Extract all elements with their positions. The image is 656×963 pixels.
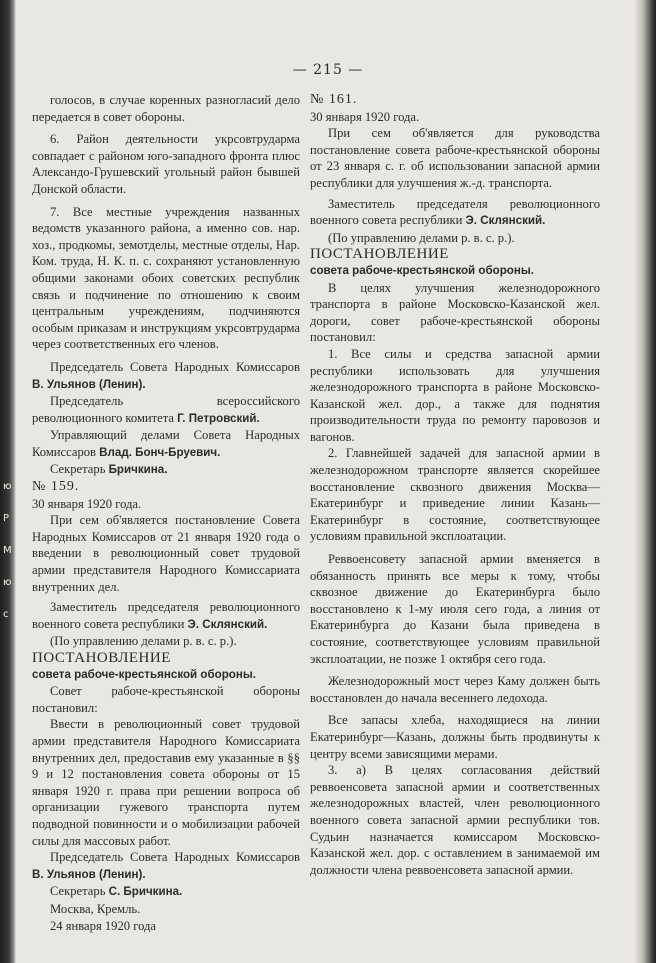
left-paragraph: 7. Все местные учреждения названных ведомств указанного района, а именно сов. нар. хоз., продкомы, земотделы, местные отделы, Нар. Ком. труда, Н. К. п. с. сохраняют установленную общими законами обоих советских республик связь и подчинение по отношению к своим центральным учреждениям, подчиняются особым приказам и инструкциям укрсовтрударма через соответственных его членов. (32, 204, 300, 352)
signature-line (32, 359, 300, 393)
resolution-paragraph: Ввести в революционный совет трудовой армии представителя Народного Комиссариата внутренних дел, предоставив ему указанные в §§ 9 и 12 постановления совета обороны от 15 января 1920 г. права при решении вопроса об организации гужевого транспорта путем подводной повинности и о мобилизации рабочей силы для массовых работ. (32, 717, 300, 848)
doc-161-date: 30 января 1920 года. (310, 109, 420, 124)
doc-159-date: 30 января 1920 года. (32, 496, 142, 511)
margin-mark: ю (3, 481, 12, 492)
doc-161-deputy (310, 196, 600, 230)
doc-161-deputy-label: Заместитель председателя революционного военного совета республики (310, 196, 600, 228)
signature-line-name: В. Ульянов (Ленин). (32, 867, 146, 881)
resolution-paragraph: 2. Главнейшей задачей для запасной армии в железнодорожном транспорте является скорейшее восстановление сквозного движения Москва—Екатеринбург и приведение линии Казань—Екатеринбург в состояние, соответствующее условиям правильной эксплоатации. (310, 446, 600, 544)
right-column (310, 92, 600, 878)
resolution-paragraph: Совет рабоче-крестьянской обороны постановил: (32, 684, 300, 715)
margin-mark: ю (3, 577, 12, 588)
left-resolution-subtitle: совета рабоче-крестьянской обороны. (32, 667, 257, 681)
left-column (32, 92, 300, 934)
left-resolution-title: ПОСТАНОВЛЕНИЕ (32, 650, 171, 666)
signature-line (32, 393, 300, 427)
margin-mark: Р (3, 513, 10, 524)
signature-line-label: Председатель Совета Народных Комиссаров (50, 850, 300, 865)
resolution-paragraph: Реввоенсовету запасной армии вменяется в обязанность принять все меры к тому, чтобы сквозное движение до Екатеринбурга было восстановлено к 1-му июля сего года, а линия от Екатеринбурга до Казани была приведена в состояние, соответствующее условиям правильной эксплоатации, не позже 1 октября сего года. (310, 552, 600, 666)
doc-161-deputy-name: Э. Склянский. (465, 214, 546, 228)
doc-159-body: При сем об'является постановление Совета Народных Комиссаров от 21 января 1920 года о введении в революционный совет трудовой армии представителя Народного Комиссариата внутренних дел. (32, 513, 300, 594)
signature-line (32, 883, 300, 901)
signature-line-name: Г. Петровский. (177, 411, 260, 425)
left-resolution-date: 24 января 1920 года (50, 918, 157, 933)
signature-line (32, 849, 300, 883)
signature-line-label: Секретарь (50, 884, 109, 899)
left-resolution-signatures (32, 849, 300, 901)
doc-159-deputy-name: Э. Склянский. (187, 617, 268, 631)
signature-line (32, 427, 300, 461)
resolution-paragraph: 1. Все силы и средства запасной армии республики использовать для улучшения железнодорожного транспорта в районе Московско-Казанской жел. дор., а также для поднятия производительности труда по ремонту паровозов и вагонов. (310, 346, 600, 444)
signature-line (32, 461, 300, 479)
right-resolution-paragraphs (310, 280, 600, 879)
right-resolution-title: ПОСТАНОВЛЕНИЕ (310, 246, 449, 263)
doc-161-ref: (По управлению делами р. в. с. р.). (328, 230, 515, 245)
doc-159-deputy-label: Заместитель председателя революционного военного совета республики (32, 600, 300, 631)
left-signatures (32, 359, 300, 479)
signature-line-name: С. Бричкина. (108, 885, 183, 899)
doc-159-number: № 159. (32, 479, 80, 495)
right-resolution-subtitle: совета рабоче-крестьянской обороны. (310, 263, 535, 277)
signature-line-name: В. Ульянов (Ленин). (32, 377, 146, 391)
left-paragraph: 6. Район деятельности укрсовтрударма совпадает с районом юго-западного фронта плюс Александо-Грушевский угольный район бывшей Донской области. (32, 132, 300, 196)
resolution-paragraph: 3. а) В целях согласования действий реввоенсовета запасной армии и соответственных железнодорожных властей, член революционного военного совета запасной армии республики тов. Судьин назначается комиссаром Московско-Казанской жел. дор. с оставлением в занимаемой им должности члена реввоенсовета запасной армии. (310, 763, 600, 877)
margin-mark: М (3, 545, 12, 556)
doc-161-number: № 161. (310, 92, 358, 107)
resolution-paragraph: Все запасы хлеба, находящиеся на линии Екатеринбург—Казань, должны быть продвинуты к центру всеми зависящими мерами. (310, 713, 600, 761)
signature-line-name: Бричкина. (108, 463, 168, 477)
signature-line-label: Председатель всероссийского революционного комитета (32, 394, 300, 425)
doc-161-body: При сем об'является для руководства постановление совета рабоче-крестьянской обороны от 23 января с. г. об использовании запасной армии республики для улучшения ж.-д. транспорта. (310, 126, 600, 190)
left-resolution-place: Москва, Кремль. (50, 901, 141, 916)
signature-line-label: Управляющий делами Совета Народных Комиссаров (32, 428, 300, 459)
signature-line-name: Влад. Бонч-Бруевич. (99, 445, 221, 459)
left-resolution-paragraphs (32, 683, 300, 849)
binding-margin-marks (3, 480, 17, 640)
signature-line-label: Секретарь (50, 462, 109, 477)
left-top-paragraphs (32, 92, 300, 353)
signature-line-label: Председатель Совета Народных Комиссаров (50, 359, 300, 374)
doc-159-deputy (32, 599, 300, 633)
margin-mark: с (3, 609, 9, 620)
left-paragraph: голосов, в случае коренных разногласий дело передается в совет обороны. (32, 93, 300, 124)
page-number: — 215 — (292, 62, 364, 78)
page-edge-right (634, 0, 656, 963)
resolution-paragraph: Железнодорожный мост через Каму должен быть восстановлен до начала весеннего ледохода. (310, 674, 600, 705)
doc-159-ref: (По управлению делами р. в. с. р.). (50, 634, 237, 649)
resolution-paragraph: В целях улучшения железнодорожного транспорта в районе Московско-Казанской жел. дороги, совет рабоче-крестьянской обороны постановил: (310, 280, 600, 345)
